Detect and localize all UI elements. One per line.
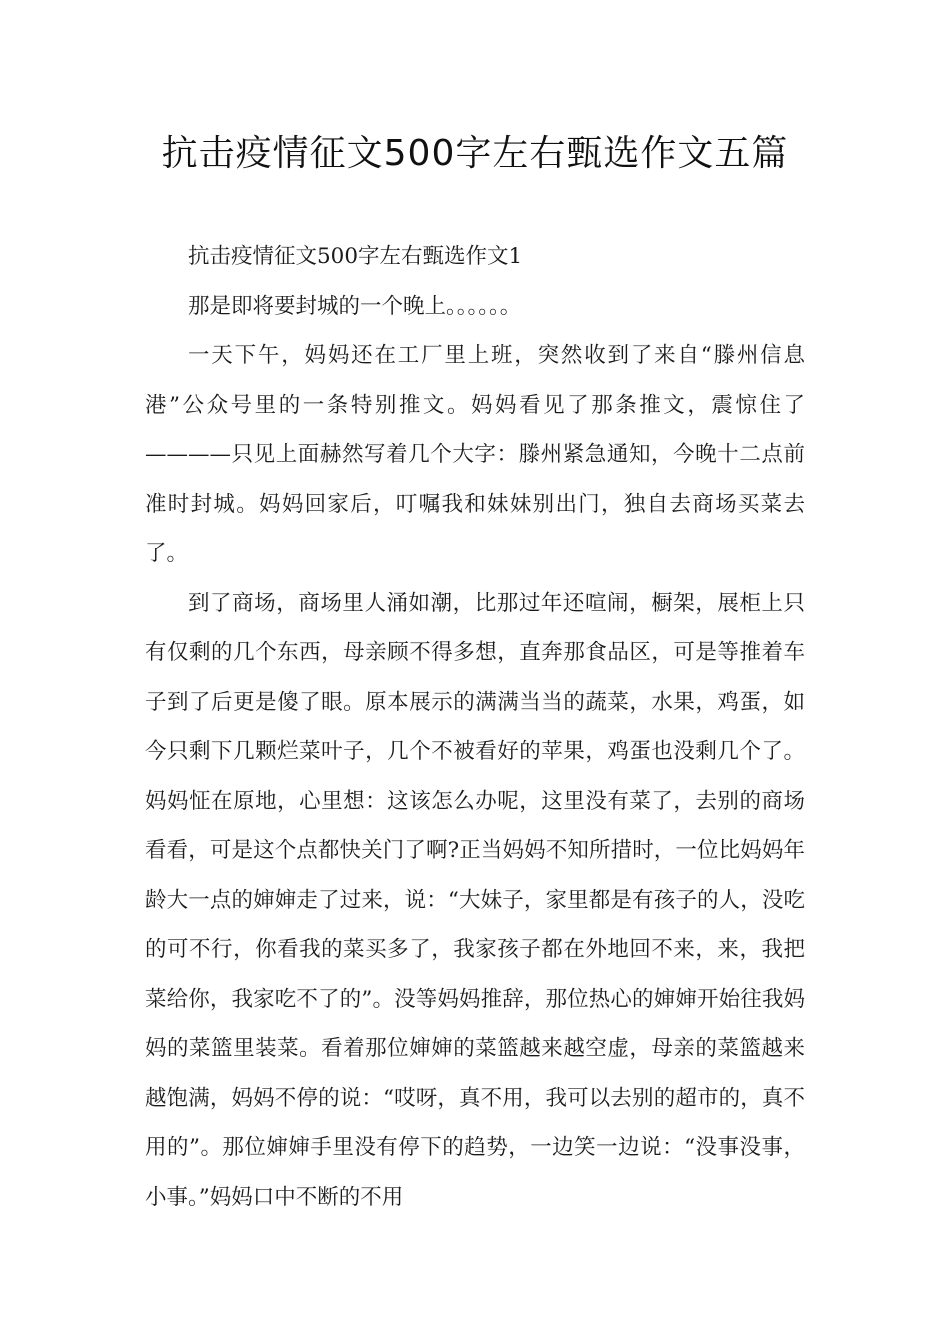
document-title: 抗击疫情征文500字左右甄选作文五篇 <box>161 133 789 174</box>
paragraph: 那是即将要封城的一个晚上。。。。。。 <box>188 293 522 319</box>
paragraph: 一天下午，妈妈还在工厂里上班，突然收到了来自“滕州信息港”公众号里的一条特别推文。妈妈看见了那条推文，震惊住了————只见上面赫然写着几个大字：滕州紧急通知，今晚十二点前准时封城。妈妈回家后，叮嘱我和妹妹别出门，独自去商场买菜去了。 <box>145 343 805 566</box>
paragraph: 到了商场，商场里人涌如潮，比那过年还喧闹，橱架，展柜上只有仅剩的几个东西，母亲顾不得多想，直奔那食品区，可是等推着车子到了后更是傻了眼。原本展示的满满当当的蔬菜，水果，鸡蛋，如今只剩下几颗烂菜叶子，几个不被看好的苹果，鸡蛋也没剩几个了。妈妈怔在原地，心里想：这该怎么办呢，这里没有菜了，去别的商场看看，可是这个点都快关门了啊?正当妈妈不知所措时，一位比妈妈年龄大一点的婶婶走了过来，说：“大妹子，家里都是有孩子的人，没吃的可不行，你看我的菜买多了，我家孩子都在外地回不来，来，我把菜给你，我家吃不了的”。没等妈妈推辞，那位热心的婶婶开始往我妈妈的菜篮里装菜。看着那位婶婶的菜篮越来越空虚，母亲的菜篮越来越饱满，妈妈不停的说：“哎呀，真不用，我可以去别的超市的，真不用的”。那位婶婶手里没有停下的趋势，一边笑一边说：“没事没事，小事。”妈妈口中不断的不用 <box>145 590 805 1210</box>
section-heading: 抗击疫情征文500字左右甄选作文1 <box>188 244 523 269</box>
document-body <box>145 232 805 1222</box>
